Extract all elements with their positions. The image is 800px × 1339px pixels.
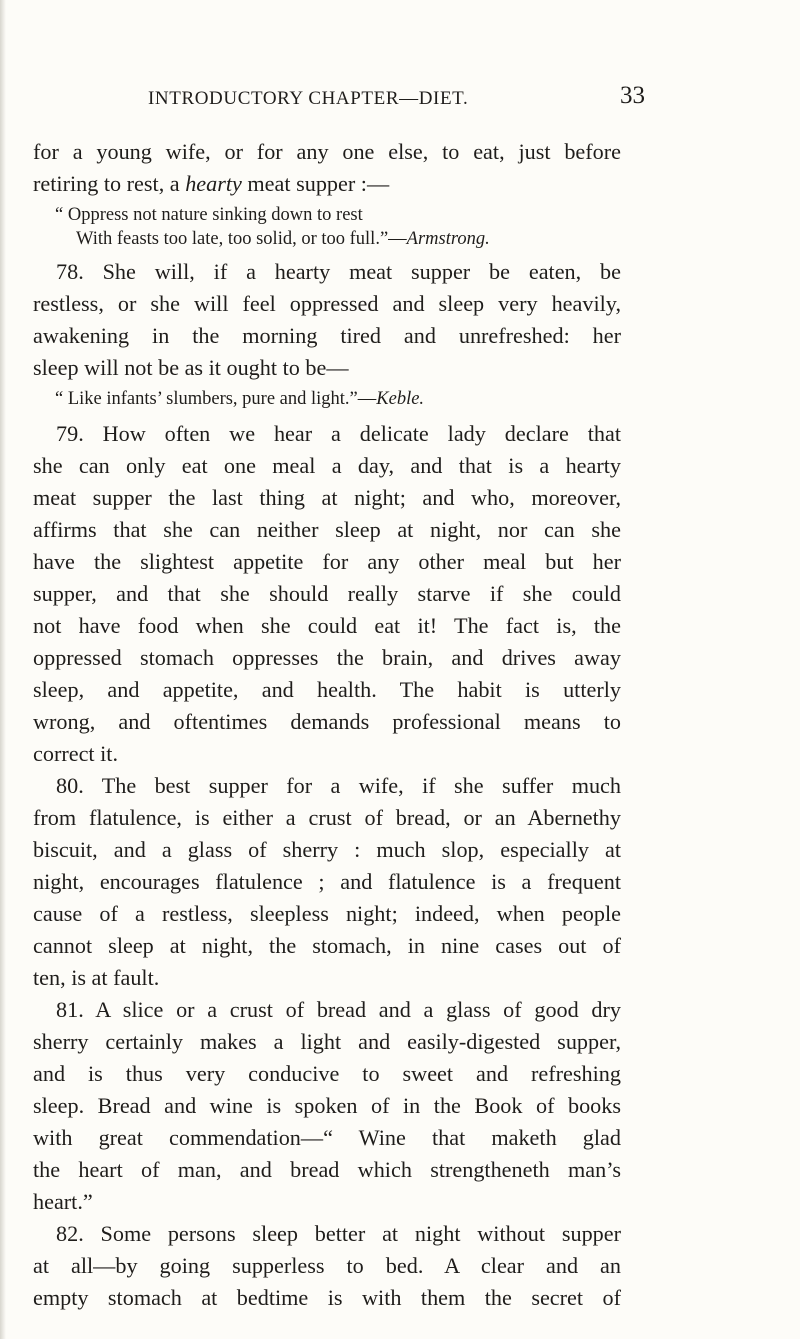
text-line: supper, and that she should really starve if she could bbox=[33, 581, 621, 606]
text-line: meat supper the last thing at night; and who, moreover, bbox=[33, 485, 621, 510]
text-line: with great commendation—“ Wine that maketh glad bbox=[33, 1125, 621, 1150]
quotation-text: With feasts too late, too solid, or too full.”— bbox=[76, 229, 407, 249]
text-line: awakening in the morning tired and unrefreshed: her bbox=[33, 323, 621, 348]
text-run: meat supper :— bbox=[241, 171, 390, 196]
paragraph-82-start: 82. Some persons sleep better at night without supper bbox=[56, 1221, 621, 1246]
text-line: heart.” bbox=[33, 1189, 93, 1214]
quotation-attribution: Armstrong. bbox=[406, 229, 490, 249]
paragraph-79-start: 79. How often we hear a delicate lady declare that bbox=[56, 421, 621, 446]
quotation-text: “ Like infants’ slumbers, pure and light.”— bbox=[55, 389, 377, 409]
text-line: correct it. bbox=[33, 741, 119, 766]
body-text bbox=[33, 136, 621, 1314]
running-head: INTRODUCTORY CHAPTER—DIET. bbox=[148, 88, 469, 109]
text-line: sleep will not be as it ought to be— bbox=[33, 355, 349, 380]
page-header bbox=[0, 82, 800, 118]
text-line: cannot sleep at night, the stomach, in nine cases out of bbox=[33, 933, 621, 958]
text-line: restless, or she will feel oppressed and sleep very heavily, bbox=[33, 291, 621, 316]
text-line: from flatulence, is either a crust of bread, or an Abernethy bbox=[33, 805, 621, 830]
page-gutter-shadow bbox=[0, 0, 6, 1339]
text-line: have the slightest appetite for any other meal but her bbox=[33, 549, 621, 574]
italic-word: hearty bbox=[185, 171, 242, 196]
text-run: retiring to rest, a bbox=[33, 171, 186, 196]
quotation-line bbox=[33, 387, 621, 411]
text-line: sherry certainly makes a light and easily-digested supper, bbox=[33, 1029, 621, 1054]
text-line: biscuit, and a glass of sherry : much slop, especially at bbox=[33, 837, 621, 862]
quotation-line bbox=[33, 227, 621, 251]
text-line: she can only eat one meal a day, and that is a hearty bbox=[33, 453, 621, 478]
quotation-line: “ Oppress not nature sinking down to rest bbox=[55, 205, 363, 225]
text-line: wrong, and oftentimes demands professional means to bbox=[33, 709, 621, 734]
text-line: sleep, and appetite, and health. The habit is utterly bbox=[33, 677, 621, 702]
paragraph-80-start: 80. The best supper for a wife, if she suffer much bbox=[56, 773, 621, 798]
paragraph-78-start: 78. She will, if a hearty meat supper be eaten, be bbox=[56, 259, 621, 284]
text-line bbox=[33, 168, 621, 200]
text-line: the heart of man, and bread which strengtheneth man’s bbox=[33, 1157, 621, 1182]
text-line: sleep. Bread and wine is spoken of in the Book of books bbox=[33, 1093, 621, 1118]
text-line: ten, is at fault. bbox=[33, 965, 160, 990]
text-line: night, encourages flatulence ; and flatulence is a frequent bbox=[33, 869, 621, 894]
text-line: for a young wife, or for any one else, to eat, just before bbox=[33, 139, 621, 164]
text-line: oppressed stomach oppresses the brain, and drives away bbox=[33, 645, 621, 670]
text-line: not have food when she could eat it! The fact is, the bbox=[33, 613, 621, 638]
quotation-attribution: Keble. bbox=[376, 389, 425, 409]
text-line: cause of a restless, sleepless night; indeed, when people bbox=[33, 901, 621, 926]
text-line: and is thus very conducive to sweet and refreshing bbox=[33, 1061, 621, 1086]
paragraph-81-start: 81. A slice or a crust of bread and a glass of good dry bbox=[56, 997, 621, 1022]
text-line: affirms that she can neither sleep at night, nor can she bbox=[33, 517, 621, 542]
text-line: at all—by going supperless to bed. A clear and an bbox=[33, 1253, 621, 1278]
text-line: empty stomach at bedtime is with them the secret of bbox=[33, 1285, 621, 1310]
page-number: 33 bbox=[620, 82, 645, 109]
